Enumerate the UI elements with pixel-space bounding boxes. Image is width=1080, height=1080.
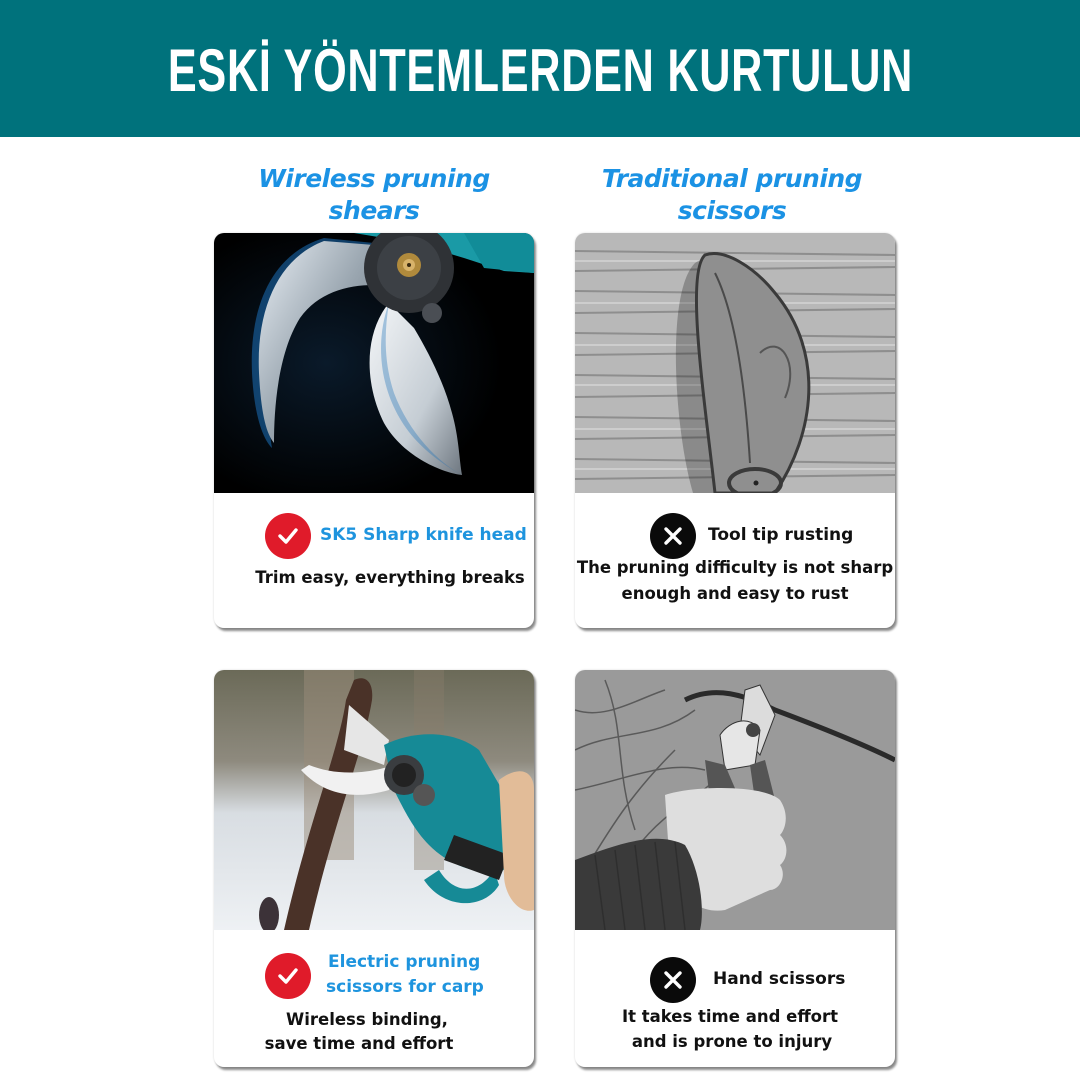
card-electric-pruning-scissors (214, 670, 534, 1067)
column-title-line: scissors (677, 196, 787, 225)
photo-electric-blade-closeup (214, 233, 534, 493)
feature-title: SK5 Sharp knife head (320, 525, 527, 545)
card-caption (575, 493, 895, 628)
feature-description: It takes time and effort (621, 1007, 839, 1026)
card-caption (214, 930, 534, 1067)
cross-icon (650, 957, 696, 1003)
page-title: ESKİ YÖNTEMLERDEN KURTULUN (167, 37, 913, 104)
check-icon (265, 953, 311, 999)
cross-icon (650, 513, 696, 559)
column-title-line: shears (328, 196, 420, 225)
column-title-traditional (572, 163, 892, 227)
card-hand-scissors (575, 670, 895, 1067)
check-icon (265, 513, 311, 559)
card-tool-tip-rusting (575, 233, 895, 628)
header-banner (0, 0, 1080, 137)
photo-rusty-scissor-blade (575, 233, 895, 493)
column-title-line: Wireless pruning (258, 164, 490, 193)
feature-description: save time and effort (264, 1034, 454, 1053)
card-caption (575, 930, 895, 1067)
column-title-wireless (214, 163, 534, 227)
card-caption (214, 493, 534, 628)
column-title-line: Traditional pruning (601, 164, 863, 193)
feature-description: and is prone to injury (631, 1032, 833, 1051)
photo-hand-pruning-shears (575, 670, 895, 930)
feature-title: Electric pruning (328, 952, 481, 972)
feature-description: Trim easy, everything breaks (255, 568, 525, 587)
feature-title: Hand scissors (713, 969, 846, 989)
feature-description: The pruning difficulty is not sharp (576, 558, 894, 577)
photo-electric-shears-on-branch (214, 670, 534, 930)
feature-description: Wireless binding, (286, 1010, 448, 1029)
feature-title: Tool tip rusting (708, 525, 854, 545)
feature-title: scissors for carp (326, 977, 484, 997)
card-sk5-knife-head (214, 233, 534, 628)
feature-description: enough and easy to rust (621, 584, 849, 603)
